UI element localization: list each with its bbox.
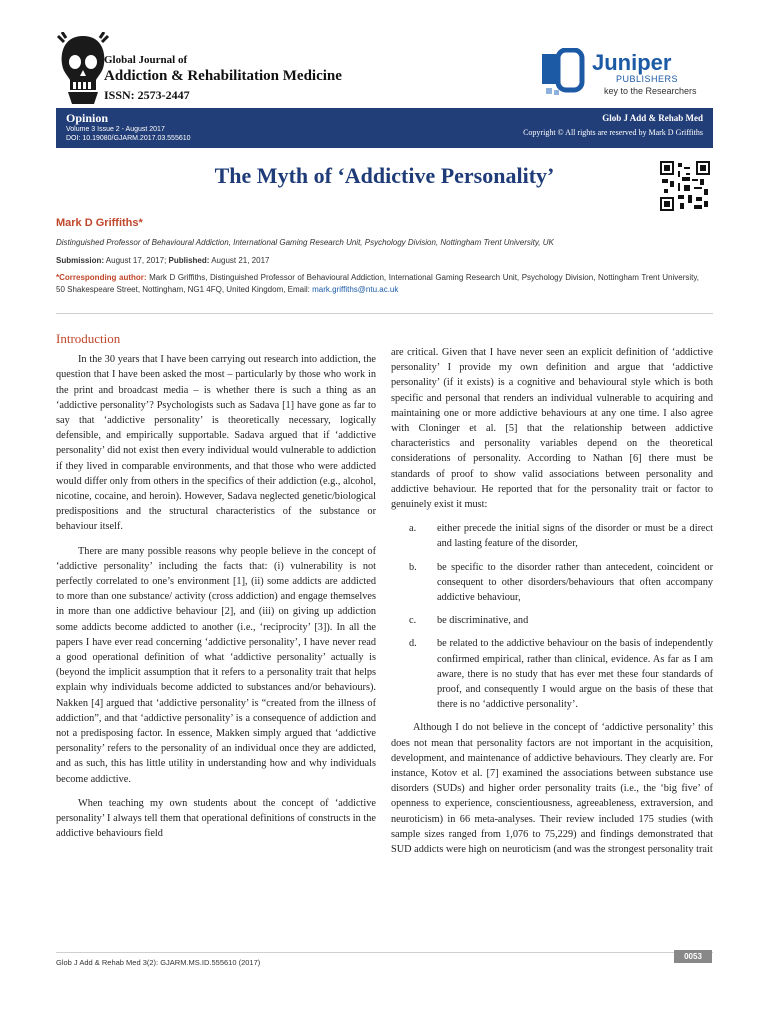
list-item-text: be specific to the disorder rather than antecedent, coincident or consequent to other disorders/behaviours that often accompany addictive behaviour, (437, 561, 713, 604)
list-item-label: d. (409, 638, 417, 650)
journal-name: Addiction & Rehabilitation Medicine (104, 68, 342, 84)
doi[interactable]: DOI: 10.19080/GJARM.2017.03.555610 (66, 135, 191, 142)
list-item-text: be discriminative, and (437, 615, 529, 627)
qr-code-icon[interactable] (660, 161, 710, 211)
article-dates (56, 256, 269, 265)
article-title: The Myth of ‘Addictive Personality’ (214, 163, 555, 188)
corresponding-label: *Corresponding author: (56, 273, 147, 282)
left-column (56, 331, 376, 851)
paragraph: are critical. Given that I have never seen an explicit definition of ‘addictive personality’ I provide my own definition and argue that ‘addictive personality’ (if it exists) is a cognitive and behavioural style which is both specific and personal that renders an individual vulnerable to acquiring and maintaining one or more addictive behaviours at any one time. I also agree with Cloninger et al. [5] that the relationship between addictive characteristics and personality variables depend on the theoretical considerations of personality. According to Nathan [6] there must be standards of proof to show valid associations between personality and addictive behaviour. He reported that for the personality trait or factor to genuinely exist it must: (391, 347, 713, 511)
article-type: Opinion (66, 111, 109, 125)
list-item (409, 521, 713, 551)
criteria-list (391, 521, 713, 712)
journal-abbreviation: Glob J Add & Rehab Med (602, 113, 703, 123)
list-item-label: a. (409, 523, 417, 535)
journal-name-prefix: Global Journal of (104, 54, 188, 66)
list-item-label: b. (409, 561, 417, 573)
submission-label: Submission: (56, 256, 105, 265)
footer-citation: Glob J Add & Rehab Med 3(2): GJARM.MS.ID.555610 (2017) (56, 958, 261, 967)
article-info-band (56, 108, 713, 148)
paragraph: When teaching my own students about the concept of ‘addictive personality’ I always tell them that operational definitions of constructs in the addictive behaviours field (56, 797, 376, 840)
list-item-text: either precede the initial signs of the disorder or must be a direct and lasting feature of the disorder, (437, 523, 713, 550)
author-affiliation: Distinguished Professor of Behavioural Addiction, International Gaming Research Unit, Psychology Division, Nottingham Trent University, UK (56, 238, 554, 247)
submission-date: August 17, 2017; (105, 256, 167, 265)
publisher-name: Juniper (592, 50, 672, 75)
corresponding-author (56, 272, 699, 296)
section-heading: Introduction (56, 331, 121, 346)
author-email-link[interactable]: mark.griffiths@ntu.ac.uk (312, 285, 399, 294)
list-item (409, 613, 713, 628)
juniper-logo-icon (540, 48, 586, 98)
publisher-tagline: key to the Researchers (604, 86, 697, 96)
publisher-subtitle: PUBLISHERS (616, 74, 679, 84)
published-date: August 21, 2017 (211, 256, 270, 265)
paragraph: There are many possible reasons why people believe in the concept of ‘addictive personality’ including the facts that: (i) vulnerability is not perfectly correlated to one’s environment [1], (ii) some addicts are addicted to more than one substance/ activity (cross addiction) and engage themselves in more than one addictive behaviour [2], and (iii) on giving up addiction some addicts become addicted to another (i.e., ‘reciprocity’ [3]). In all the papers I have ever read concerning ‘addictive personality’, I have never read a good operational definition of what ‘addictive personality’ actually is (beyond the implicit assumption that it refers to a personality trait that helps explain why individuals become addicted to substances and/or behaviours). Nakken [4] argued that ‘addictive personality’ is “created from the illness of addiction”, and that ‘addictive personality’ is a consequence of addiction and not a predisposing factor. In essence, Makken simply argued that ‘addictive personality’ refers to the personality of an individual once they are addicted, and as such, this has little utility in understanding how and why individuals become addictive. (56, 545, 376, 785)
paragraph: In the 30 years that I have been carrying out research into addiction, the question that I have been asked the most – particularly by those who work in the print and broadcast media – is whether there is such a thing as an ‘addictive personality’? Psychologists such as Sadava [1] have gone as far to say that ‘addictive personality’ is theoretically necessary, logically defensible, and empirically supportable. Sadava argued that if ‘addictive personality’ did not exist then every individual would vulnerable to addiction if they lived in comparable environments, and that those who were addicted would differ only from others in the specifics of their addiction (e.g., alcohol, nicotine, cocaine, and heroin). However, Sadava neglected genetic/biological predispositions and the structural characteristics of the substance or behaviour itself. (56, 354, 376, 533)
author-name: Mark D Griffiths* (56, 217, 143, 229)
divider (56, 313, 713, 314)
paragraph: Although I do not believe in the concept of ‘addictive personality’ this does not mean that personality factors are not important in the acquisition, development, and maintenance of addictive behaviours. They clearly are. For instance, Kotov et al. [7] examined the associations between substance use disorders (SUDs) and higher order personality traits (i.e., the ‘big five’ of openness to experience, conscientiousness, agreeableness, extraversion, and neuroticism) in 66 meta-analyses. Their review included 175 studies (with sample sizes ranged from 1,076 to 75,229) and findings demonstrated that SUD addicts were high on neuroticism (and was the strongest personality trait (391, 722, 713, 856)
list-item (409, 636, 713, 712)
copyright-notice: Copyright © All rights are reserved by Mark D Griffiths (523, 128, 703, 137)
list-item (409, 560, 713, 606)
page-number: 0053 (674, 950, 712, 963)
issn: ISSN: 2573-2447 (104, 88, 190, 102)
list-item-text: be related to the addictive behaviour on the basis of independently confirmed empirical, rather than clinical, evidence. As far as I am aware, there is no study that has ever met these four standards of proof, and consequently I would argue on the basis of these that there is no ‘addictive personality’. (437, 638, 713, 711)
published-label: Published: (168, 256, 210, 265)
list-item-label: c. (409, 615, 417, 627)
volume-issue: Volume 3 Issue 2 - August 2017 (66, 126, 165, 133)
footer-divider (56, 952, 713, 953)
journal-skull-logo (56, 32, 110, 106)
corresponding-details: Mark D Griffiths, Distinguished Professor of Behavioural Addiction, International Gaming Research Unit, Psychology Division, Nottingham Trent University, 50 Shakespeare Street, Nottingham, NG1 4FQ, United Kingdom, Email: (56, 273, 699, 294)
right-column (391, 345, 713, 866)
